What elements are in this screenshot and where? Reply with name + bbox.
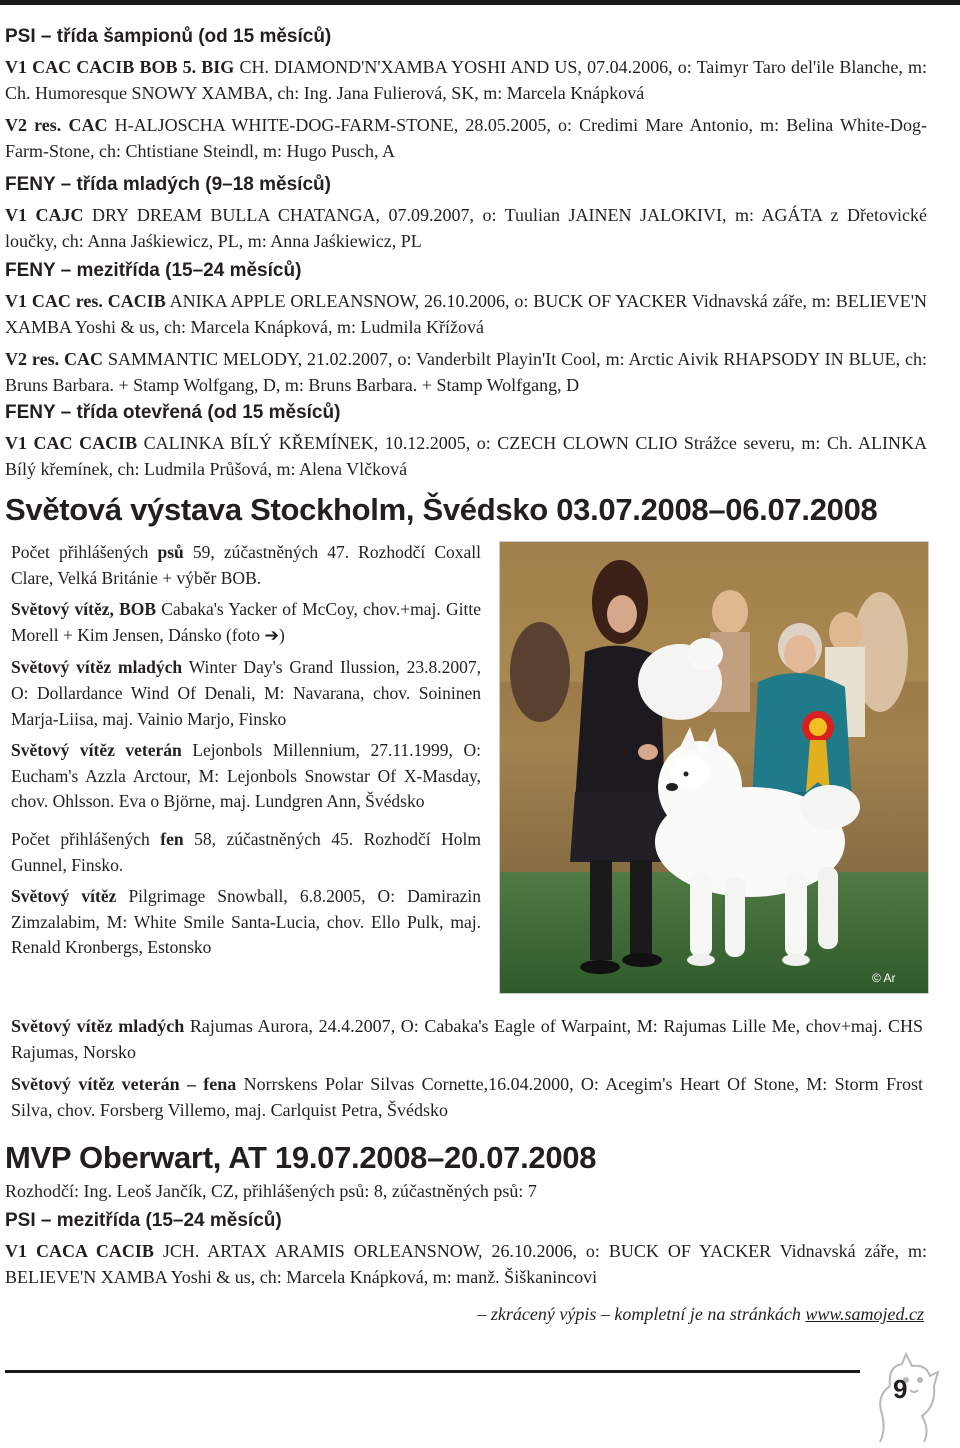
dogs-intro: Počet přihlášených psů 59, zúčastněných 47. Rozhodčí Coxall Clare, Velká Británie + výběr BOB.: [11, 542, 482, 588]
footnote: – zkrácený výpis – kompletní je na stránkách www.samojed.cz: [477, 1304, 924, 1324]
show-photo: [499, 541, 929, 994]
winner-veteran: Světový vítěz veterán Lejonbols Millennium, 27.11.1999, O: Eucham's Azzla Arctour, M: Lejonbols Snowstar Of X-Masday, chov. Ohlsson. Eva o Björne, maj. Lundgren Ann, Švédsko: [11, 740, 481, 812]
show-photo-illustration: [500, 542, 928, 993]
section-feny-mezitrida: [5, 260, 927, 398]
winner-veteran-bitch: Světový vítěz veterán – fena Norrskens Polar Silvas Cornette,16.04.2000, O: Acegim's Heart Of Stone, M: Storm Frost Silva, chov. Forsberg Villemo, maj. Carlquist Petra, Švédsko: [11, 1074, 923, 1120]
winner-bob: Světový vítěz, BOB Cabaka's Yacker of McCoy, chov.+maj. Gitte Morell + Kim Jensen, Dánsko (foto ➔): [11, 599, 481, 646]
page-number: 9: [893, 1374, 908, 1404]
entry-text: V1 CAC CACIB BOB 5. BIG CH. DIAMOND'N'XAMBA YOSHI AND US, 07.04.2006, o: Taimyr Taro del'ile Blanche, m: Ch. Humoresque SNOWY XAMBA, ch: Ing. Jana Fulierová, SK, m: Marcela Knápková: [5, 57, 928, 103]
oberwart-title: MVP Oberwart, AT 19.07.2008–20.07.2008: [5, 1140, 597, 1175]
stockholm-title-wrap: [5, 492, 927, 528]
winner-junior: Světový vítěz mladých Winter Day's Grand Ilussion, 23.8.2007, O: Dollardance Wind Of Denali, M: Navarana, chov. Soininen Marja-Liisa, maj. Vainio Marjo, Finsko: [11, 657, 481, 729]
winner-junior-bitch: Světový vítěz mladých Rajumas Aurora, 24.4.2007, O: Cabaka's Eagle of Warpaint, M: Rajumas Lille Me, chov+maj. CHS Rajumas, Norsko: [11, 1016, 923, 1062]
section-heading: FENY – mezitřída (15–24 měsíců): [5, 260, 302, 281]
website-link[interactable]: www.samojed.cz: [805, 1304, 924, 1324]
samoyed-logo-icon: [860, 1346, 960, 1446]
top-rule: [0, 0, 960, 5]
bitches-intro: Počet přihlášených fen 58, zúčastněných 45. Rozhodčí Holm Gunnel, Finsko.: [11, 828, 481, 875]
entry-text: V1 CAC res. CACIB ANIKA APPLE ORLEANSNOW, 26.10.2006, o: BUCK OF YACKER Vidnavská záře, m: BELIEVE'N XAMBA Yoshi & us, ch: Marcela Knápková, m: Ludmila Křížová: [5, 291, 927, 337]
oberwart-section: [5, 1140, 927, 1290]
entry-text: V1 CAC CACIB CALINKA BÍLÝ KŘEMÍNEK, 10.12.2005, o: CZECH CLOWN CLIO Strážce severu, m: Ch. ALINKA Bílý křemínek, ch: Ludmila Průšová, m: Alena Vlčková: [5, 433, 927, 479]
entry-text: V1 CAJC DRY DREAM BULLA CHATANGA, 07.09.2007, o: Tuulian JAINEN JALOKIVI, m: AGÁTA z Dřetovické loučky, ch: Anna Jaśkiewicz, PL, m: Anna Jaśkiewicz, PL: [5, 205, 928, 251]
photo-copyright: © Ar: [872, 971, 896, 985]
entry-text: V2 res. CAC SAMMANTIC MELODY, 21.02.2007, o: Vanderbilt Playin'It Cool, m: Arctic Aivik RHAPSODY IN BLUE, ch: Bruns Barbara. + Stamp Wolfgang, D, m: Bruns Barbara. + Stamp Wolfgang, D: [5, 349, 927, 395]
bottom-rule: [5, 1370, 860, 1373]
entry-text: V1 CACA CACIB JCH. ARTAX ARAMIS ORLEANSNOW, 26.10.2006, o: BUCK OF YACKER Vidnavská záře, m: BELIEVE'N XAMBA Yoshi & us, ch: Marcela Knápková, m: manž. Šiškanincovi: [5, 1241, 927, 1287]
section-heading: FENY – třída mladých (9–18 měsíců): [5, 174, 331, 195]
entry-text: V2 res. CAC H-ALJOSCHA WHITE-DOG-FARM-STONE, 28.05.2005, o: Credimi Mare Antonio, m: Belina White-Dog-Farm-Stone, ch: Chtistiane Steindl, m: Hugo Pusch, A: [5, 115, 928, 161]
stockholm-left-column: [11, 540, 481, 961]
arrow-right-icon: ➔: [264, 625, 280, 646]
section-heading: PSI – mezitřída (15–24 měsíců): [5, 1210, 282, 1231]
section-heading: FENY – třída otevřená (od 15 měsíců): [5, 402, 341, 423]
section-feny-mladi: [5, 174, 927, 254]
section-psi-sampioni: [5, 26, 927, 164]
oberwart-judge: Rozhodčí: Ing. Leoš Jančík, CZ, přihlášených psů: 8, zúčastněných psů: 7: [5, 1181, 537, 1201]
stockholm-title: Světová výstava Stockholm, Švédsko 03.07.2008–06.07.2008: [5, 492, 878, 527]
stockholm-continuation: [11, 1013, 923, 1123]
section-heading: PSI – třída šampionů (od 15 měsíců): [5, 26, 332, 47]
winner-bitch: Světový vítěz Pilgrimage Snowball, 6.8.2005, O: Damirazin Zimzalabim, M: White Smile Santa-Lucia, chov. Ello Pulk, maj. Renald Kronbergs, Estonsko: [11, 886, 481, 958]
section-feny-otevrena: [5, 402, 927, 482]
